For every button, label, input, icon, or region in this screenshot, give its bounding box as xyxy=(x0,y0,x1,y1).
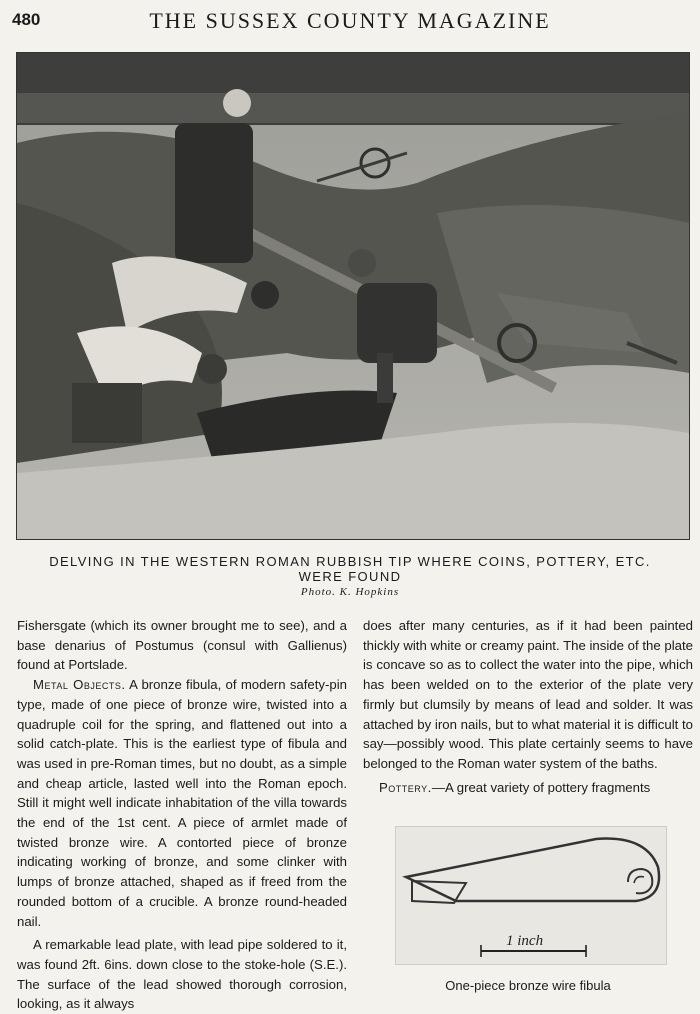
paragraph-pottery xyxy=(363,778,693,798)
photo-caption-line-2: WERE FOUND xyxy=(298,569,402,584)
photo-credit: Photo. K. Hopkins xyxy=(300,586,400,598)
figure-caption: One-piece bronze wire fibula xyxy=(445,978,611,993)
article-right-column xyxy=(363,616,693,797)
article-left-column xyxy=(17,616,347,1014)
paragraph: does after many centuries, as if it had been painted thickly with white or creamy paint. The inside of the plate is concave so as to collect the water into the pipe, which has been welded on to the exterior of the plate very firmly but clumsily by means of lead and solder. It was attached by iron nails, but to what material it is difficult to say—possibly wood. This plate certainly seems to have belonged to the Roman water system of the baths. xyxy=(363,618,693,771)
fibula-drawing xyxy=(395,826,667,965)
paragraph-metal-objects xyxy=(17,675,347,931)
section-heading: Pottery. xyxy=(379,779,432,795)
paragraph: Fishersgate (which its owner brought me to see), and a base denarius of Postumus (consul with Gallienus) found at Portslade. xyxy=(17,618,347,673)
paragraph-text: —A great variety of pottery fragments xyxy=(431,779,651,795)
page-number: 480 xyxy=(12,10,41,29)
magazine-title: THE SUSSEX COUNTY MAGAZINE xyxy=(149,8,551,33)
excavation-photo xyxy=(16,52,690,540)
paragraph: A remarkable lead plate, with lead pipe soldered to it, was found 2ft. 6ins. down close to the stoke-hole (S.E.). The surface of the lead showed thorough corrosion, looking, as it always xyxy=(17,937,347,1012)
section-heading: Metal Objects. xyxy=(33,677,126,693)
photo-caption xyxy=(20,554,680,584)
paragraph-text: A bronze fibula, of modern safety-pin type, made of one piece of bronze wire, twisted into a quadruple coil for the spring, and flattened out into a solid catch-plate. This is the earliest type of fibula and was used in pre-Roman times, but no doubt, as a simple and cheap article, lasted well into the Roman epoch. Still it might well indicate inhabitation of the villa towards the end of the 1st cent. A piece of armlet made of twisted bronze wire. A contorted piece of bronze indicating working of bronze, and some clinker with lumps of bronze attached, shaped as if freed from the rounded bottom of a crucible. A bronze round-headed nail. xyxy=(17,677,347,929)
photo-caption-line-1: DELVING IN THE WESTERN ROMAN RUBBISH TIP WHERE COINS, POTTERY, ETC. xyxy=(49,554,651,569)
scale-label: 1 inch xyxy=(506,933,544,949)
